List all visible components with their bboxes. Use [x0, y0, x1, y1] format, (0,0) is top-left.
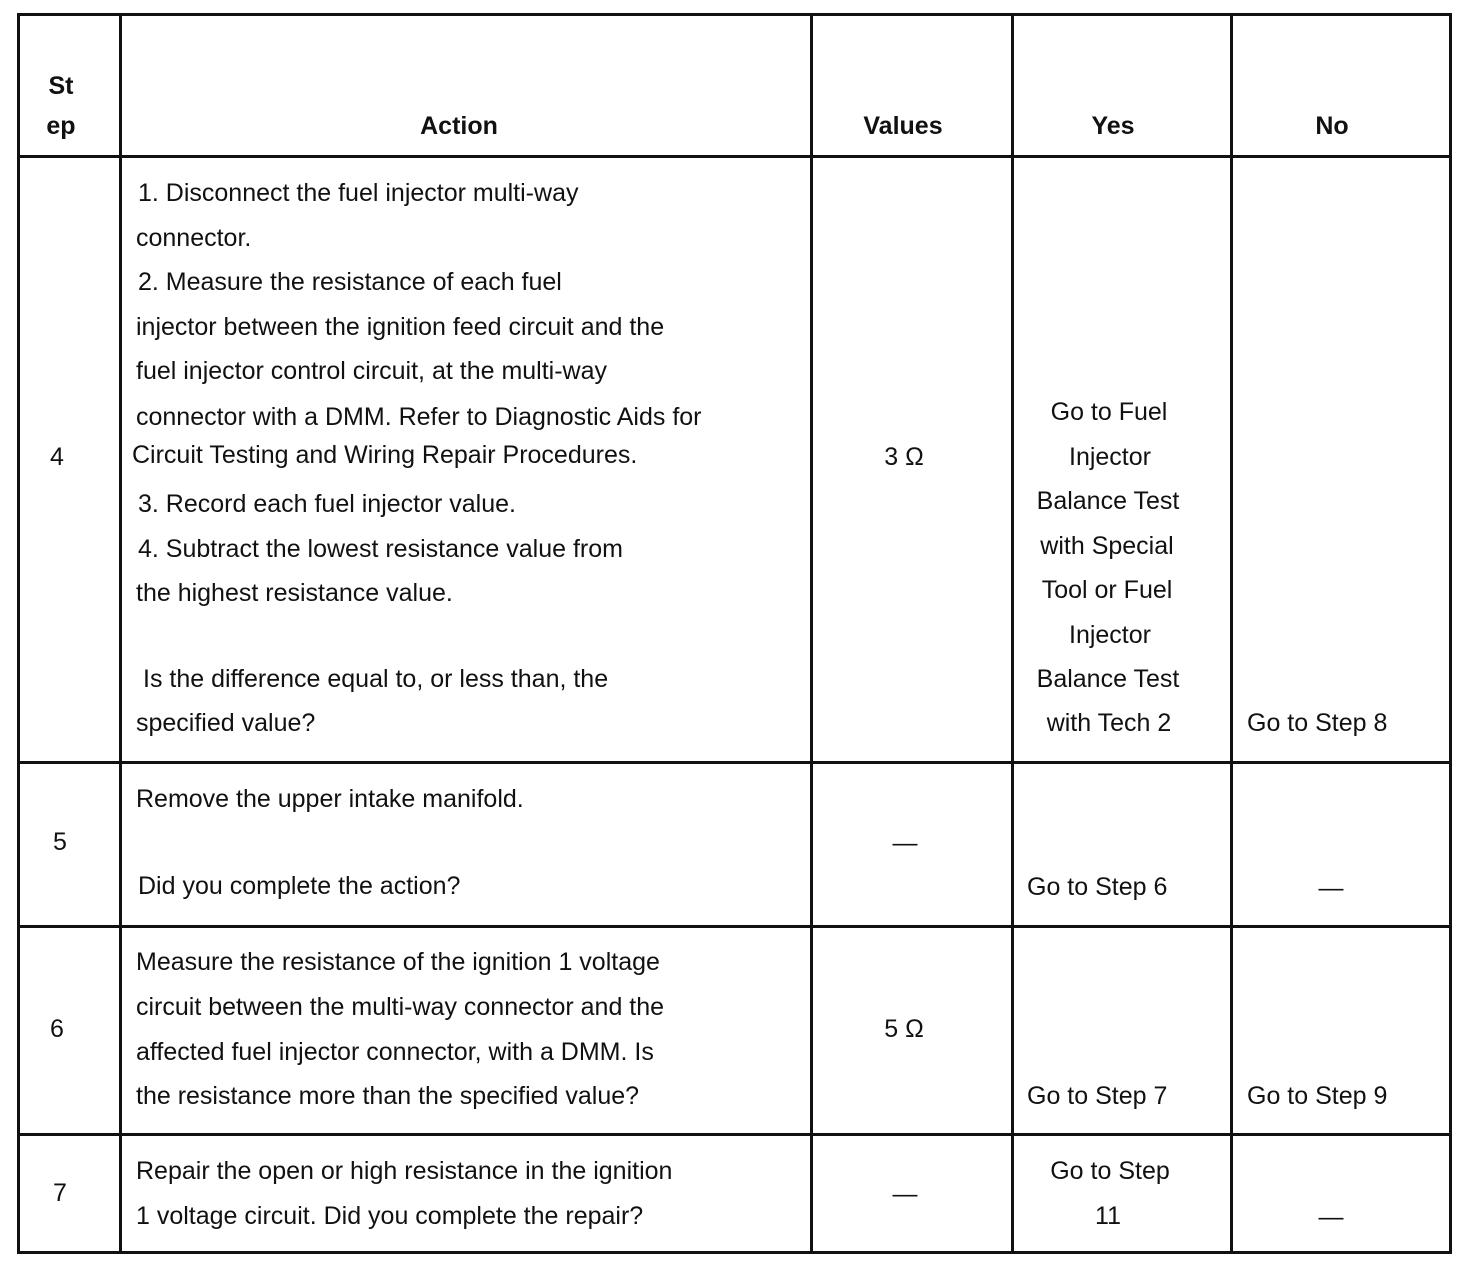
header-action: Action: [420, 112, 498, 140]
yes-line: Balance Test: [1036, 665, 1180, 693]
action-line: 3. Record each fuel injector value.: [138, 490, 516, 518]
action-line: 1 voltage circuit. Did you complete the repair?: [136, 1202, 644, 1230]
column-divider: [810, 16, 813, 1251]
action-line: connector.: [136, 224, 252, 252]
yes-line: Injector: [1069, 621, 1151, 649]
no-cell: Go to Step 8: [1247, 709, 1388, 737]
value-cell: —: [892, 829, 918, 857]
action-line: 2. Measure the resistance of each fuel: [138, 268, 562, 296]
action-line: the highest resistance value.: [136, 579, 453, 607]
yes-line: Balance Test: [1036, 487, 1180, 515]
column-divider: [1230, 16, 1233, 1251]
step-number: 6: [50, 1015, 64, 1043]
row-divider: [20, 155, 1449, 158]
action-line: connector with a DMM. Refer to Diagnostic Aids for: [136, 403, 702, 431]
action-line: Repair the open or high resistance in the ignition: [136, 1157, 673, 1185]
yes-line: Injector: [1069, 443, 1151, 471]
row-divider: [20, 761, 1449, 764]
value-cell: 3 Ω: [884, 443, 924, 471]
yes-line: with Tech 2: [1046, 709, 1172, 737]
action-line: circuit between the multi-way connector and the: [136, 993, 665, 1021]
no-cell: Go to Step 9: [1247, 1082, 1388, 1110]
action-question: specified value?: [136, 709, 316, 737]
header-yes: Yes: [1091, 112, 1135, 140]
yes-line: with Special: [1040, 532, 1174, 560]
action-line: affected fuel injector connector, with a DMM. Is: [136, 1038, 654, 1066]
yes-line: Go to Fuel: [1050, 398, 1168, 426]
no-cell: —: [1318, 1203, 1344, 1231]
step-number: 7: [53, 1179, 67, 1207]
step-number: 5: [53, 828, 67, 856]
action-line: the resistance more than the specified value?: [136, 1082, 640, 1110]
action-question: Is the difference equal to, or less than, the: [143, 665, 609, 693]
header-no: No: [1315, 112, 1349, 140]
row-divider: [20, 1133, 1449, 1136]
action-line: 1. Disconnect the fuel injector multi-way: [138, 179, 579, 207]
value-cell: —: [892, 1180, 918, 1208]
header-step-line2: ep: [46, 112, 76, 140]
yes-line: Go to Step: [1050, 1157, 1170, 1185]
step-number: 4: [50, 443, 64, 471]
action-line: fuel injector control circuit, at the multi-way: [136, 357, 608, 385]
row-divider: [20, 925, 1449, 928]
yes-line: 11: [1095, 1202, 1121, 1230]
value-cell: 5 Ω: [884, 1015, 924, 1043]
action-line: injector between the ignition feed circuit and the: [136, 313, 665, 341]
column-divider: [119, 16, 122, 1251]
yes-line: Tool or Fuel: [1041, 576, 1173, 604]
action-line: Circuit Testing and Wiring Repair Procedures.: [132, 441, 638, 469]
action-line: 4. Subtract the lowest resistance value from: [138, 535, 623, 563]
action-line: Measure the resistance of the ignition 1 voltage: [136, 948, 660, 976]
action-line: Remove the upper intake manifold.: [136, 785, 524, 813]
header-values: Values: [863, 112, 943, 140]
no-cell: —: [1318, 874, 1344, 902]
yes-cell: Go to Step 6: [1027, 873, 1168, 901]
yes-cell: Go to Step 7: [1027, 1082, 1168, 1110]
header-step-line1: St: [48, 72, 74, 100]
action-question: Did you complete the action?: [138, 872, 461, 900]
